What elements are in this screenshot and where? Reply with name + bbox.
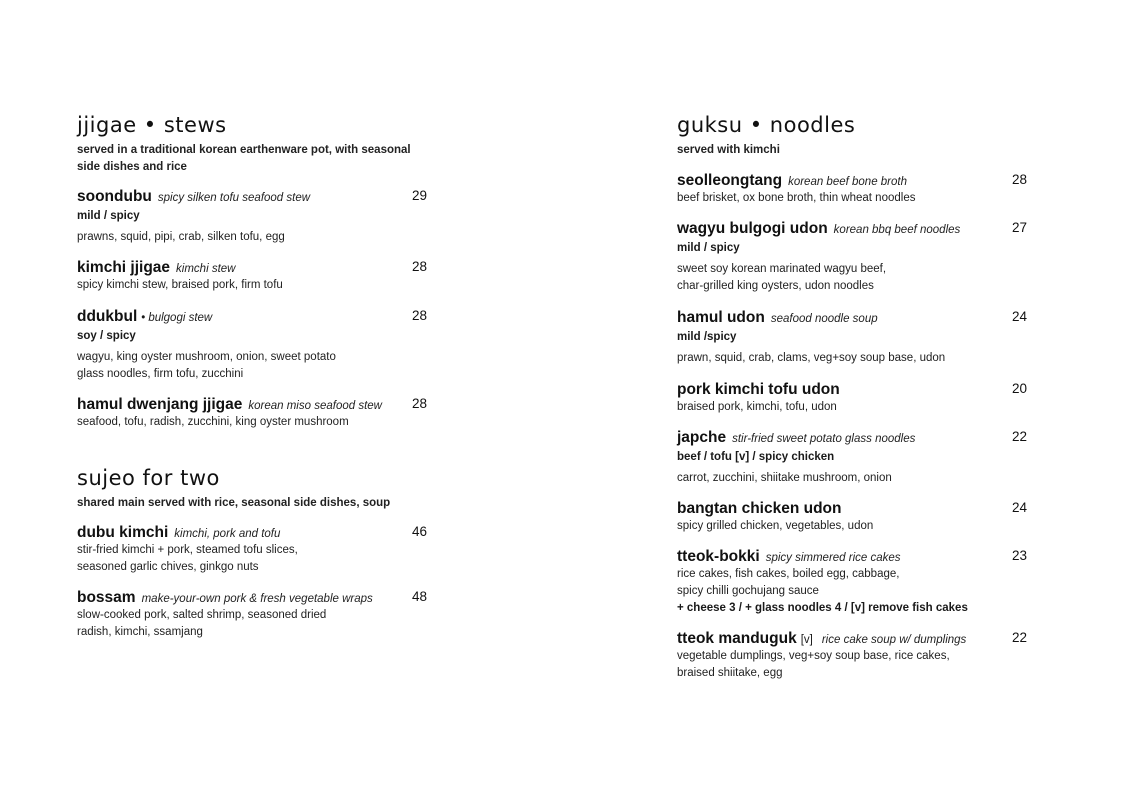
menu-item-seolleongtang — [677, 172, 1027, 207]
menu-item-wagyu-bulgogi-udon — [677, 220, 1027, 295]
left-column — [77, 112, 427, 641]
item-price: 20 — [1011, 381, 1027, 396]
item-ingredients-line-1: slow-cooked pork, salted shrimp, seasoned dried — [77, 609, 327, 621]
section-subtitle-for-two: shared main served with rice, seasonal side dishes, soup — [77, 497, 391, 509]
item-description: spicy silken tofu seafood stew — [157, 192, 311, 204]
item-options: mild / spicy — [677, 242, 740, 254]
section-subtitle-noodles: served with kimchi — [677, 144, 780, 156]
menu-item-hamul-udon — [677, 309, 1027, 367]
item-price: 23 — [1011, 548, 1027, 563]
item-name: pork kimchi tofu udon — [677, 381, 840, 398]
menu-item-hamul-dwenjang-jjigae — [77, 396, 427, 431]
item-ingredients-line-2: char-grilled king oysters, udon noodles — [677, 280, 874, 292]
section-subtitle-stews: served in a traditional korean earthenware pot, with seasonal side dishes and rice — [77, 144, 411, 173]
item-ingredients: carrot, zucchini, shiitake mushroom, onion — [677, 472, 892, 484]
item-description: kimchi stew — [176, 263, 236, 275]
item-ingredients-line-2: glass noodles, firm tofu, zucchini — [77, 368, 244, 380]
item-options: mild / spicy — [77, 210, 140, 222]
item-description: spicy simmered rice cakes — [765, 552, 901, 564]
item-description: make-your-own pork & fresh vegetable wraps — [141, 593, 373, 605]
item-description: bulgogi stew — [148, 312, 213, 324]
section-title-noodles: guksu • noodles — [677, 113, 856, 137]
item-name: wagyu bulgogi udon — [677, 220, 828, 237]
menu-item-bossam — [77, 589, 427, 641]
item-name: kimchi jjigae — [77, 259, 171, 276]
for-two-section — [77, 465, 427, 641]
item-price: 22 — [1011, 429, 1027, 444]
menu-item-kimchi-jjigae — [77, 259, 427, 294]
item-ingredients-line-1: vegetable dumplings, veg+soy soup base, rice cakes, — [677, 650, 950, 662]
item-ingredients-line-2: radish, kimchi, ssamjang — [77, 626, 203, 638]
menu-item-pork-kimchi-tofu-udon — [677, 381, 1027, 416]
item-extras: + cheese 3 / + glass noodles 4 / [v] remove fish cakes — [677, 602, 968, 614]
item-description: korean beef bone broth — [788, 176, 908, 188]
item-options: soy / spicy — [77, 330, 136, 342]
menu-item-soondubu — [77, 188, 427, 246]
stews-section — [77, 112, 427, 431]
item-description: kimchi, pork and tofu — [174, 528, 281, 540]
item-name: tteok-bokki — [677, 548, 760, 565]
item-price: 24 — [1011, 309, 1027, 324]
menu-item-ddukbul — [77, 308, 427, 383]
item-name: bossam — [77, 589, 136, 606]
item-price: 27 — [1011, 220, 1027, 235]
item-description: korean miso seafood stew — [248, 400, 382, 412]
section-title-stews: jjigae • stews — [77, 113, 227, 137]
item-description: korean bbq beef noodles — [833, 224, 961, 236]
item-price: 46 — [411, 524, 427, 539]
item-name: hamul udon — [677, 309, 765, 326]
item-name: dubu kimchi — [77, 524, 169, 541]
item-description: seafood noodle soup — [770, 313, 878, 325]
item-ingredients: braised pork, kimchi, tofu, udon — [677, 401, 837, 413]
menu-item-tteok-manduguk — [677, 630, 1027, 682]
item-ingredients-line-2: braised shiitake, egg — [677, 667, 783, 679]
item-description: rice cake soup w/ dumplings — [821, 634, 967, 646]
item-price: 24 — [1011, 500, 1027, 515]
item-bullet: • — [141, 312, 146, 324]
item-price: 28 — [411, 308, 427, 323]
item-price: 48 — [411, 589, 427, 604]
item-ingredients: prawn, squid, crab, clams, veg+soy soup base, udon — [677, 352, 946, 364]
noodles-section — [677, 112, 1027, 682]
item-ingredients-line-1: rice cakes, fish cakes, boiled egg, cabbage, — [677, 568, 900, 580]
item-ingredients-line-1: wagyu, king oyster mushroom, onion, sweet potato — [77, 351, 336, 363]
item-ingredients-line-2: spicy chilli gochujang sauce — [677, 585, 819, 597]
item-ingredients: spicy kimchi stew, braised pork, firm tofu — [77, 279, 283, 291]
item-options: mild /spicy — [677, 331, 737, 343]
item-name: hamul dwenjang jjigae — [77, 396, 243, 413]
menu-item-japche — [677, 429, 1027, 487]
item-name: ddukbul — [77, 308, 138, 325]
item-price: 22 — [1011, 630, 1027, 645]
item-name: soondubu — [77, 188, 152, 205]
item-ingredients: spicy grilled chicken, vegetables, udon — [677, 520, 874, 532]
item-ingredients-line-1: stir-fried kimchi + pork, steamed tofu slices, — [77, 544, 298, 556]
item-name: tteok manduguk — [677, 630, 797, 647]
right-column — [677, 112, 1027, 682]
menu-item-tteok-bokki — [677, 548, 1027, 617]
item-options: beef / tofu [v] / spicy chicken — [677, 451, 835, 463]
item-name: bangtan chicken udon — [677, 500, 842, 517]
item-name: seolleongtang — [677, 172, 783, 189]
item-ingredients: beef brisket, ox bone broth, thin wheat noodles — [677, 192, 916, 204]
section-title-for-two: sujeo for two — [77, 466, 220, 490]
item-price: 28 — [411, 396, 427, 411]
menu-item-dubu-kimchi — [77, 524, 427, 576]
item-name: japche — [677, 429, 727, 446]
menu-item-bangtan-chicken-udon — [677, 500, 1027, 535]
item-price: 29 — [411, 188, 427, 203]
item-ingredients: prawns, squid, pipi, crab, silken tofu, egg — [77, 231, 285, 243]
item-ingredients-line-2: seasoned garlic chives, ginkgo nuts — [77, 561, 259, 573]
item-ingredients-line-1: sweet soy korean marinated wagyu beef, — [677, 263, 887, 275]
item-price: 28 — [411, 259, 427, 274]
item-description: stir-fried sweet potato glass noodles — [732, 433, 916, 445]
item-tag-vegetarian: [v] — [800, 634, 813, 646]
item-ingredients: seafood, tofu, radish, zucchini, king oyster mushroom — [77, 416, 349, 428]
item-price: 28 — [1011, 172, 1027, 187]
